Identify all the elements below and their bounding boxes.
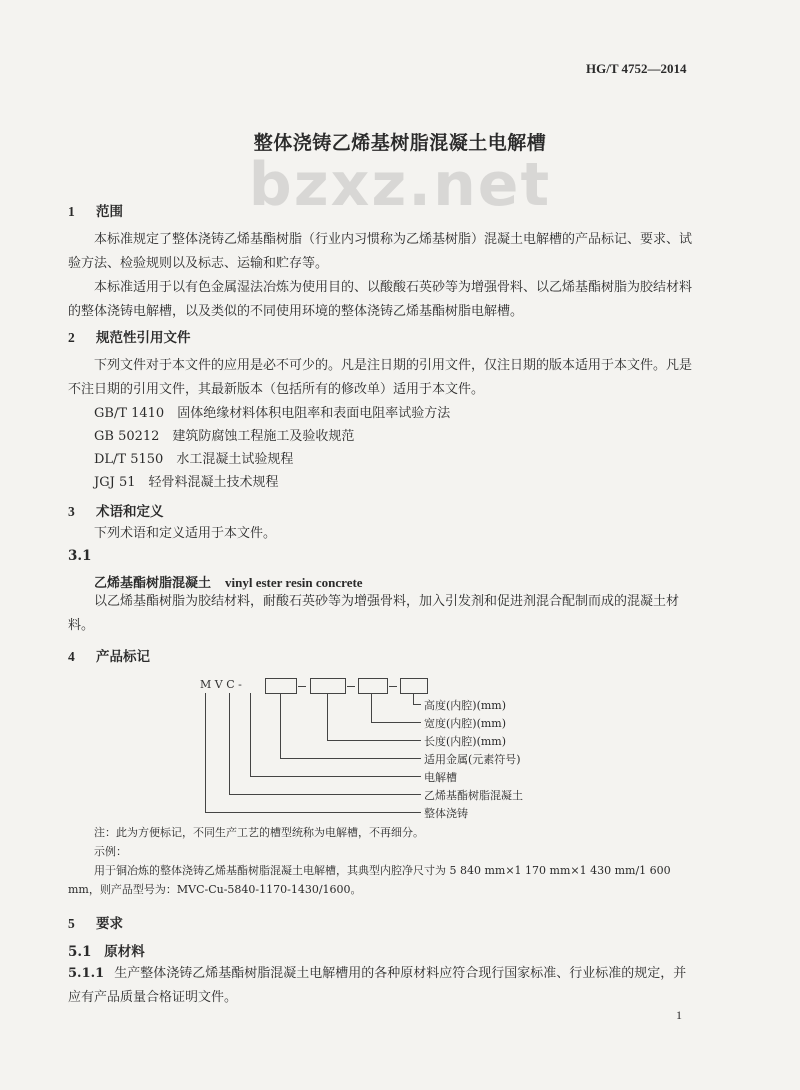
code-box-height bbox=[400, 678, 428, 694]
code-separator bbox=[298, 686, 306, 687]
section-5-heading bbox=[68, 912, 123, 932]
example-text: 用于铜冶炼的整体浇铸乙烯基酯树脂混凝土电解槽，其典型内腔净尺寸为 5 840 mm×1 170 mm×1 430 mm/1 600 mm，则产品型号为：MVC-Cu-5840-1170-1430/1600。 bbox=[68, 864, 671, 896]
note: 注：此为方便标记，不同生产工艺的槽型统称为电解槽，不再细分。 bbox=[94, 826, 424, 839]
watermark: bzxz.net bbox=[248, 150, 552, 220]
leader-line bbox=[280, 758, 421, 759]
reference-item: GB/T 1410 固体绝缘材料体积电阻率和表面电阻率试验方法 bbox=[94, 406, 451, 421]
reference-item: DL/T 5150 水工混凝土试验规程 bbox=[94, 452, 294, 467]
section-4-heading bbox=[68, 645, 150, 665]
term-chinese: 乙烯基酯树脂混凝土 bbox=[94, 576, 212, 591]
code-box-metal bbox=[265, 678, 297, 694]
legend-height: 高度(内腔)(mm) bbox=[424, 699, 507, 712]
section-number: 4 bbox=[68, 649, 75, 664]
leader-line bbox=[413, 693, 414, 704]
clause-5-1-1 bbox=[68, 962, 694, 1010]
code-box-length bbox=[310, 678, 346, 694]
subsection-5-1-heading bbox=[68, 940, 145, 960]
leader-line bbox=[250, 776, 421, 777]
term-definition-heading bbox=[94, 572, 363, 591]
subsection-number: 3.1 bbox=[68, 548, 92, 564]
leader-line bbox=[327, 740, 421, 741]
leader-line bbox=[250, 693, 251, 776]
document-title: 整体浇铸乙烯基树脂混凝土电解槽 bbox=[253, 132, 547, 154]
leader-line bbox=[413, 704, 421, 705]
section-title: 产品标记 bbox=[96, 649, 150, 665]
leader-line bbox=[205, 693, 206, 812]
term-english: vinyl ester resin concrete bbox=[225, 575, 363, 590]
standard-code: HG/T 4752—2014 bbox=[586, 61, 687, 76]
example-label: 示例： bbox=[94, 845, 127, 858]
leader-line bbox=[327, 693, 328, 740]
clause-text: 生产整体浇铸乙烯基酯树脂混凝土电解槽用的各种原材料应符合现行国家标准、行业标准的规定，并应有产品质量合格证明文件。 bbox=[68, 966, 687, 1005]
section-3-heading bbox=[68, 500, 164, 520]
code-separator bbox=[389, 686, 397, 687]
section-title: 要求 bbox=[96, 916, 123, 932]
subsection-number: 5.1 bbox=[68, 944, 92, 960]
definition-text: 以乙烯基酯树脂为胶结材料，耐酸石英砂等为增强骨料，加入引发剂和促进剂混合配制而成的混凝土材料。 bbox=[68, 594, 680, 633]
section-title: 规范性引用文件 bbox=[96, 330, 191, 346]
legend-metal: 适用金属(元素符号) bbox=[424, 753, 521, 766]
legend-length: 长度(内腔)(mm) bbox=[424, 735, 507, 748]
section-number: 5 bbox=[68, 916, 75, 931]
page-number: 1 bbox=[676, 1008, 682, 1022]
leader-line bbox=[371, 693, 372, 722]
code-box-width bbox=[358, 678, 388, 694]
reference-item: GB 50212 建筑防腐蚀工程施工及验收规范 bbox=[94, 429, 355, 444]
leader-line bbox=[229, 693, 230, 794]
code-separator bbox=[347, 686, 355, 687]
paragraph: 下列文件对于本文件的应用是必不可少的。凡是注日期的引用文件，仅注日期的版本适用于本文件。凡是不注日期的引用文件，其最新版本（包括所有的修改单）适用于本文件。 bbox=[68, 358, 693, 397]
leader-line bbox=[229, 794, 421, 795]
section-title: 术语和定义 bbox=[96, 504, 164, 520]
legend-cell: 电解槽 bbox=[424, 771, 457, 784]
leader-line bbox=[371, 722, 421, 723]
paragraph: 下列术语和定义适用于本文件。 bbox=[94, 526, 277, 541]
paragraph: 本标准规定了整体浇铸乙烯基酯树脂（行业内习惯称为乙烯基树脂）混凝土电解槽的产品标记、要求、试验方法、检验规则以及标志、运输和贮存等。 bbox=[68, 232, 693, 271]
section-number: 2 bbox=[68, 330, 75, 345]
section-1-heading bbox=[68, 200, 123, 220]
reference-item: JGJ 51 轻骨料混凝土技术规程 bbox=[94, 475, 279, 490]
section-2-heading bbox=[68, 326, 191, 346]
section-number: 1 bbox=[68, 204, 75, 219]
legend-resin: 乙烯基酯树脂混凝土 bbox=[424, 789, 523, 802]
code-prefix: M V C - bbox=[200, 678, 242, 691]
leader-line bbox=[280, 693, 281, 758]
legend-width: 宽度(内腔)(mm) bbox=[424, 717, 507, 730]
clause-number: 5.1.1 bbox=[68, 966, 105, 981]
legend-casting: 整体浇铸 bbox=[424, 807, 468, 820]
paragraph: 本标准适用于以有色金属湿法冶炼为使用目的、以酸酸石英砂等为增强骨料、以乙烯基酯树脂为胶结材料的整体浇铸电解槽，以及类似的不同使用环境的整体浇铸乙烯基酯树脂电解槽。 bbox=[68, 280, 693, 319]
section-title: 范围 bbox=[96, 204, 123, 220]
subsection-title: 原材料 bbox=[104, 944, 145, 960]
leader-line bbox=[205, 812, 421, 813]
section-number: 3 bbox=[68, 504, 75, 519]
